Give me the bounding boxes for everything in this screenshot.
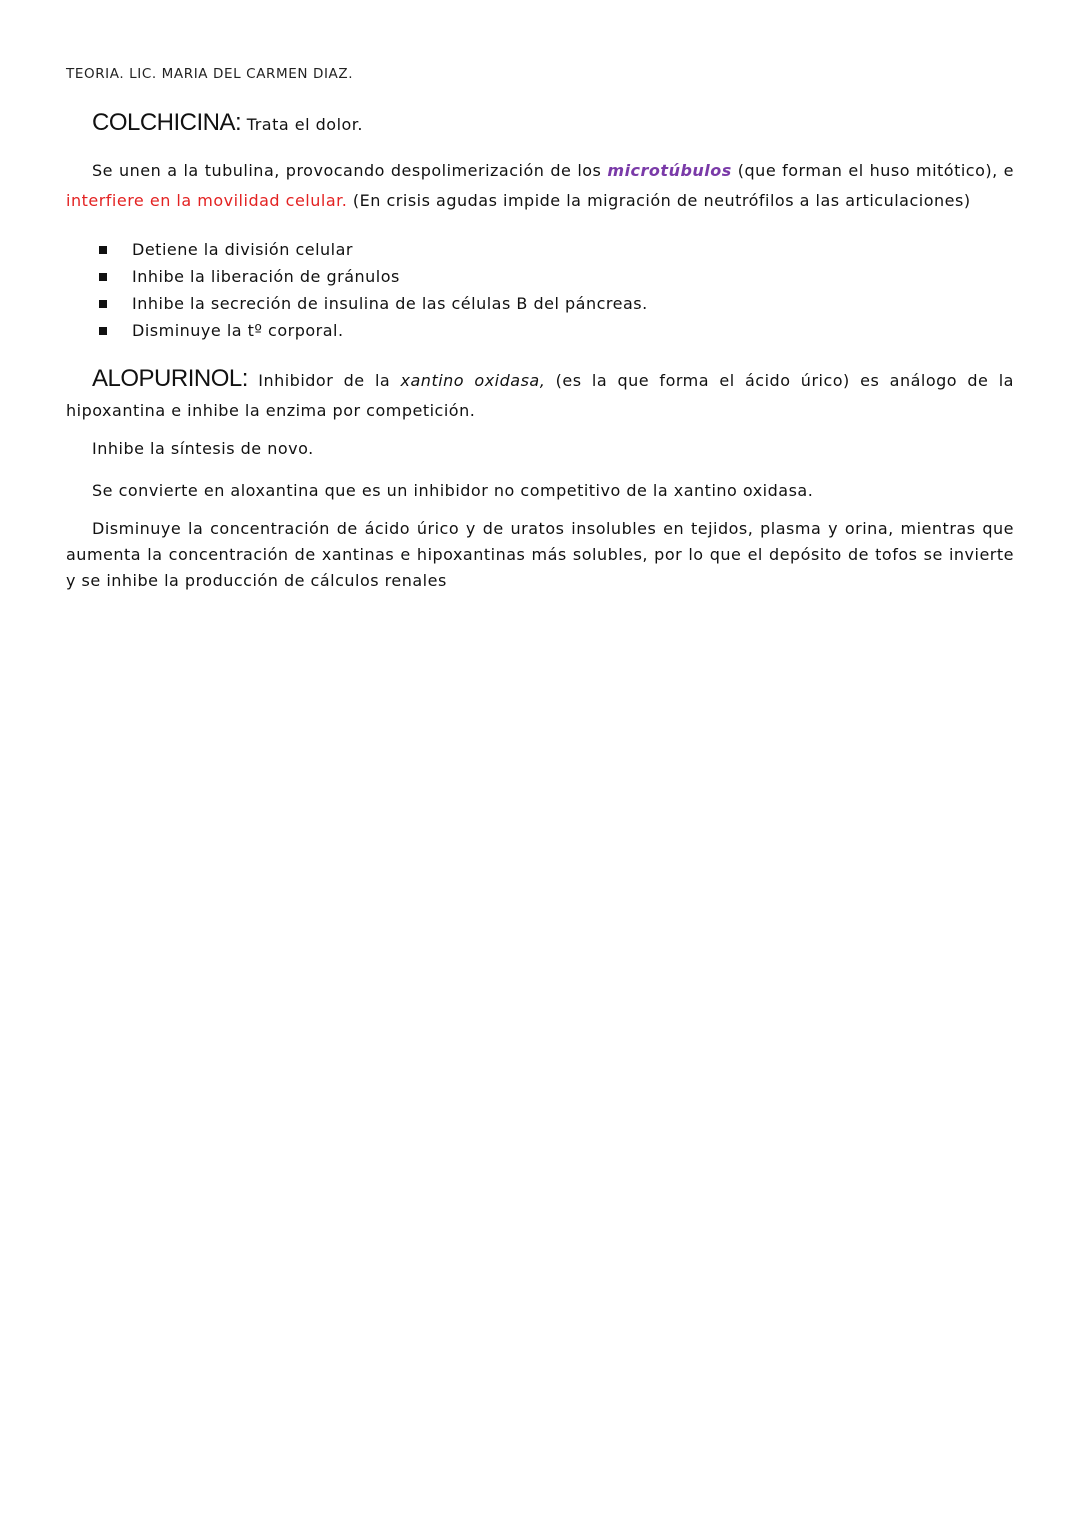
colchicina-para-text-b: (que forman el huso mitótico), e	[737, 161, 1015, 180]
colchicina-bullet-list	[96, 236, 648, 344]
alopurinol-title: ALOPURINOL:	[92, 365, 248, 392]
square-bullet-icon	[99, 273, 107, 281]
list-item: Detiene la división celular	[96, 236, 648, 263]
list-item: Disminuye la tº corporal.	[96, 317, 648, 344]
list-item: Inhibe la secreción de insulina de las células B del páncreas.	[96, 290, 648, 317]
colchicina-paragraph	[66, 156, 1014, 216]
alopurinol-text-a: Inhibidor de la	[258, 371, 391, 390]
square-bullet-icon	[99, 327, 107, 335]
alopurinol-paragraph	[66, 364, 1014, 426]
colchicina-para-text-c: (En crisis agudas impide la migración de neutrófilos a las articulaciones)	[352, 191, 971, 210]
alopurinol-text-b: (es la que forma el ácido úrico) es análogo de la hipoxantina e inhibe la enzima por competición.	[66, 371, 1014, 420]
square-bullet-icon	[99, 246, 107, 254]
square-bullet-icon	[99, 300, 107, 308]
colchicina-para-text-a: Se unen a la tubulina, provocando despolimerización de los	[92, 161, 602, 180]
xantino-oxidasa-italic: xantino oxidasa,	[400, 371, 546, 390]
colchicina-title: COLCHICINA:	[92, 109, 242, 136]
alopurinol-paragraph-3: Se convierte en aloxantina que es un inhibidor no competitivo de la xantino oxidasa.	[92, 481, 814, 500]
microtubulos-highlight: microtúbulos	[607, 161, 732, 180]
alopurinol-paragraph-2: Inhibe la síntesis de novo.	[92, 439, 314, 458]
alopurinol-paragraph-4: Disminuye la concentración de ácido úrico y de uratos insolubles en tejidos, plasma y orina, mientras que aumenta la concentración de xantinas e hipoxantinas más solubles, por lo que el depósito de tofos se invierte y se inhibe la producción de cálculos renales	[66, 519, 1014, 590]
colchicina-subtitle: Trata el dolor.	[246, 115, 363, 134]
page-header: TEORIA. LIC. MARIA DEL CARMEN DIAZ.	[66, 66, 354, 82]
colchicina-heading-line	[66, 108, 1014, 140]
movilidad-highlight: interfiere en la movilidad celular.	[66, 191, 348, 210]
list-item: Inhibe la liberación de gránulos	[96, 263, 648, 290]
